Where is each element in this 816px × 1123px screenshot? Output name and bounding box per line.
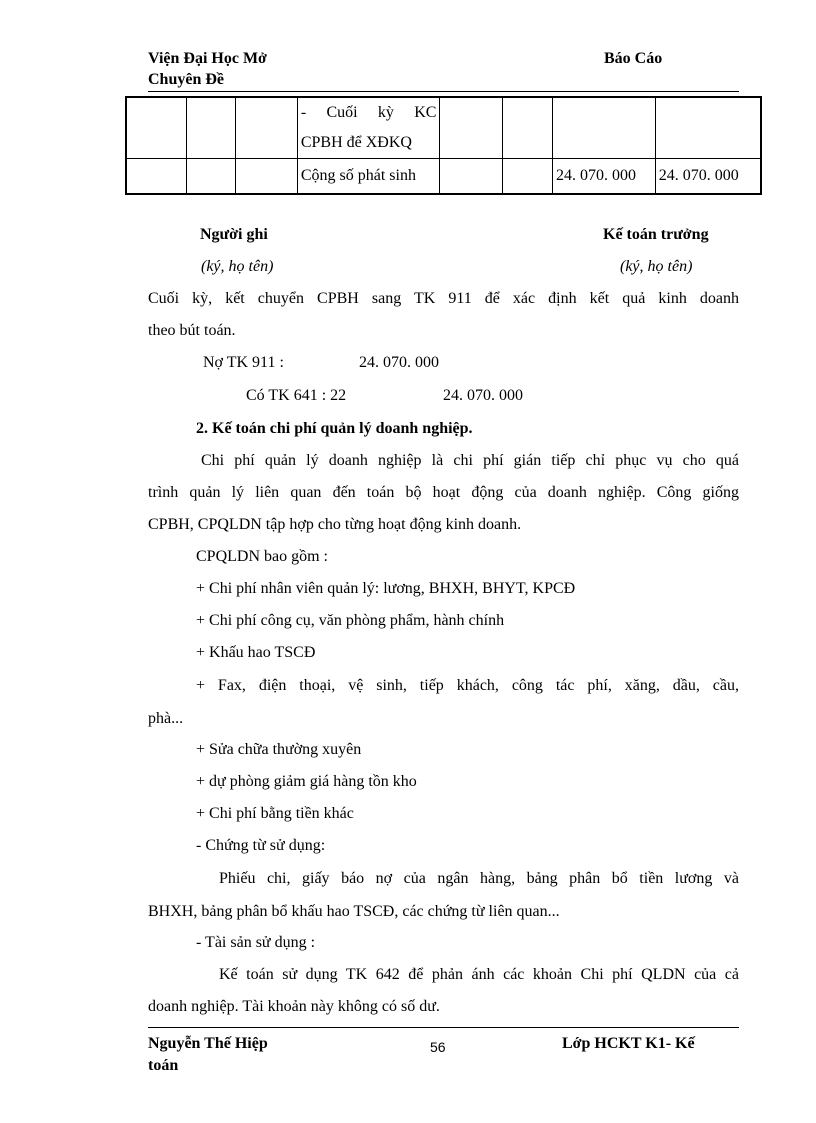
- table-cell: [503, 97, 553, 159]
- table-row: [126, 97, 761, 159]
- list-item: + Chi phí bằng tiền khác: [196, 805, 354, 822]
- list-item: + Fax, điện thoại, vệ sinh, tiếp khách, công tác phí, xăng, dầu, cầu,: [196, 677, 739, 694]
- table-cell: [503, 159, 553, 195]
- row-desc-line2: CPBH để XĐKQ: [300, 134, 412, 151]
- list-item: + Sửa chữa thường xuyên: [196, 741, 362, 758]
- assets-line1: Kế toán sử dụng TK 642 để phản ánh các khoản Chi phí QLDN của cả: [219, 966, 739, 983]
- list-item: + dự phòng giảm giá hàng tồn kho: [196, 773, 417, 790]
- signature-left-title: Người ghi: [200, 226, 268, 243]
- footer-rule: [148, 1027, 739, 1028]
- table-cell: [236, 159, 298, 195]
- ledger-table: [125, 96, 762, 195]
- footer-author: Nguyễn Thế Hiệp: [148, 1035, 268, 1052]
- entry-credit-label: Có TK 641 : 22: [246, 387, 347, 404]
- table-row-total: [126, 159, 761, 195]
- paragraph-closing-line2: theo bút toán.: [148, 322, 236, 339]
- signature-left-sub: (ký, họ tên): [201, 258, 274, 275]
- paragraph-definition-line1: Chi phí quản lý doanh nghiệp là chi phí gián tiếp chỉ phục vụ cho quá: [201, 452, 739, 469]
- includes-label: CPQLDN bao gồm :: [196, 548, 328, 565]
- header-institution: Viện Đại Học Mở: [148, 50, 267, 67]
- signature-right-sub: (ký, họ tên): [620, 258, 693, 275]
- page-number: 56: [430, 1039, 446, 1055]
- entry-credit-value: 24. 070. 000: [443, 387, 523, 404]
- list-item-continuation: phà...: [148, 710, 184, 727]
- paragraph-closing-line1: Cuối kỳ, kết chuyển CPBH sang TK 911 để xác định kết quả kinh doanh: [148, 290, 739, 307]
- documents-line2: BHXH, bảng phân bổ khấu hao TSCĐ, các chứng từ liên quan...: [148, 903, 560, 920]
- footer-class: Lớp HCKT K1- Kế: [562, 1035, 695, 1052]
- list-item: + Chi phí công cụ, văn phòng phẩm, hành chính: [196, 612, 505, 629]
- assets-label: - Tài sản sử dụng :: [196, 934, 316, 951]
- list-item: + Chi phí nhân viên quản lý: lương, BHXH, BHYT, KPCĐ: [196, 580, 576, 597]
- row-desc-line1: - Cuối kỳ KC: [300, 104, 437, 121]
- table-cell: [440, 97, 503, 159]
- header-subtitle: Chuyên Đề: [148, 71, 225, 88]
- footer-author-continuation: toán: [148, 1057, 179, 1074]
- table-cell: [440, 159, 503, 195]
- table-cell-description: [297, 97, 440, 159]
- header-rule: [148, 91, 739, 92]
- table-cell: [187, 97, 236, 159]
- entry-debit-value: 24. 070. 000: [359, 354, 439, 371]
- documents-label: - Chứng từ sử dụng:: [196, 837, 326, 854]
- table-cell-credit: [655, 97, 761, 159]
- paragraph-definition-line2: trình quản lý liên quan đến toán bộ hoạt động của doanh nghiệp. Công giống: [148, 484, 739, 501]
- list-item: + Khấu hao TSCĐ: [196, 644, 316, 661]
- signature-right-title: Kế toán trưởng: [603, 226, 709, 243]
- table-cell-debit: 24. 070. 000: [553, 159, 656, 195]
- table-cell: [126, 159, 187, 195]
- table-cell-credit: 24. 070. 000: [655, 159, 761, 195]
- table-cell: [126, 97, 187, 159]
- section-title: 2. Kế toán chi phí quản lý doanh nghiệp.: [196, 420, 473, 437]
- paragraph-definition-line3: CPBH, CPQLDN tập hợp cho từng hoạt động kinh doanh.: [148, 516, 522, 533]
- header-report-label: Báo Cáo: [604, 50, 663, 67]
- table-cell: [236, 97, 298, 159]
- table-cell-debit: [553, 97, 656, 159]
- documents-line1: Phiếu chi, giấy báo nợ của ngân hàng, bảng phân bổ tiền lương và: [219, 870, 739, 887]
- table-cell-description: Cộng số phát sinh: [297, 159, 440, 195]
- entry-debit-label: Nợ TK 911 :: [203, 354, 284, 371]
- assets-line2: doanh nghiệp. Tài khoản này không có số dư.: [148, 998, 440, 1015]
- table-cell: [187, 159, 236, 195]
